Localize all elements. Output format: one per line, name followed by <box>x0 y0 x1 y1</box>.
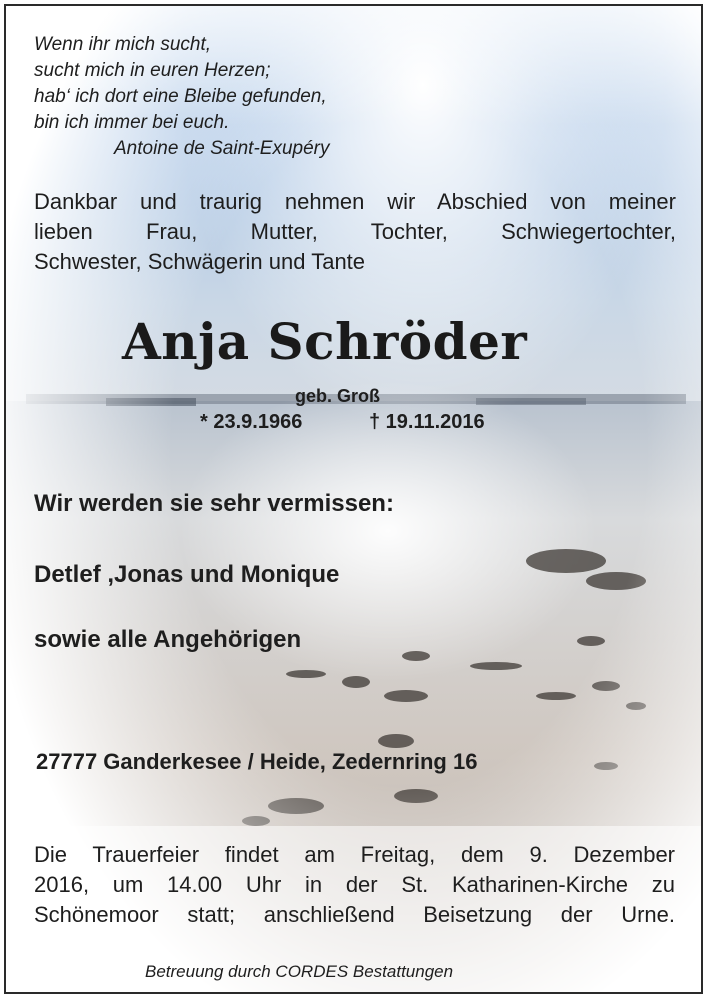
intro-line: lieben Frau, Mutter, Tochter, Schwiegertochter, <box>34 219 676 244</box>
poem <box>34 32 329 162</box>
intro-text <box>34 187 676 277</box>
footer-undertaker: Betreuung durch CORDES Bestattungen <box>145 962 454 981</box>
poem-line: bin ich immer bei euch. <box>34 112 230 133</box>
poem-author: Antoine de Saint-Exupéry <box>114 138 330 159</box>
mourners-others: sowie alle Angehörigen <box>34 626 302 653</box>
funeral-line: Die Trauerfeier findet am Freitag, dem 9. Dezember <box>34 842 675 867</box>
deceased-name: Anja Schröder <box>122 312 528 371</box>
intro-line: Schwester, Schwägerin und Tante <box>34 249 366 274</box>
intro-line: Dankbar und traurig nehmen wir Abschied von meiner <box>34 189 676 214</box>
poem-line: sucht mich in euren Herzen; <box>34 60 271 81</box>
poem-line: hab‘ ich dort eine Bleibe gefunden, <box>34 86 327 107</box>
maiden-name: geb. Groß <box>295 386 380 406</box>
obituary-notice <box>4 4 703 994</box>
funeral-line: Schönemoor statt; anschließend Beisetzung der Urne. <box>34 902 675 927</box>
funeral-line: 2016, um 14.00 Uhr in der St. Katharinen-Kirche zu <box>34 872 675 897</box>
mourners-family: Detlef ,Jonas und Monique <box>34 561 340 588</box>
birth-date: * 23.9.1966 <box>200 411 303 433</box>
address: 27777 Ganderkesee / Heide, Zedernring 16 <box>36 749 478 774</box>
death-date: † 19.11.2016 <box>369 411 485 433</box>
poem-line: Wenn ihr mich sucht, <box>34 34 212 55</box>
mourners-heading: Wir werden sie sehr vermissen: <box>34 490 394 517</box>
funeral-details <box>34 840 675 930</box>
